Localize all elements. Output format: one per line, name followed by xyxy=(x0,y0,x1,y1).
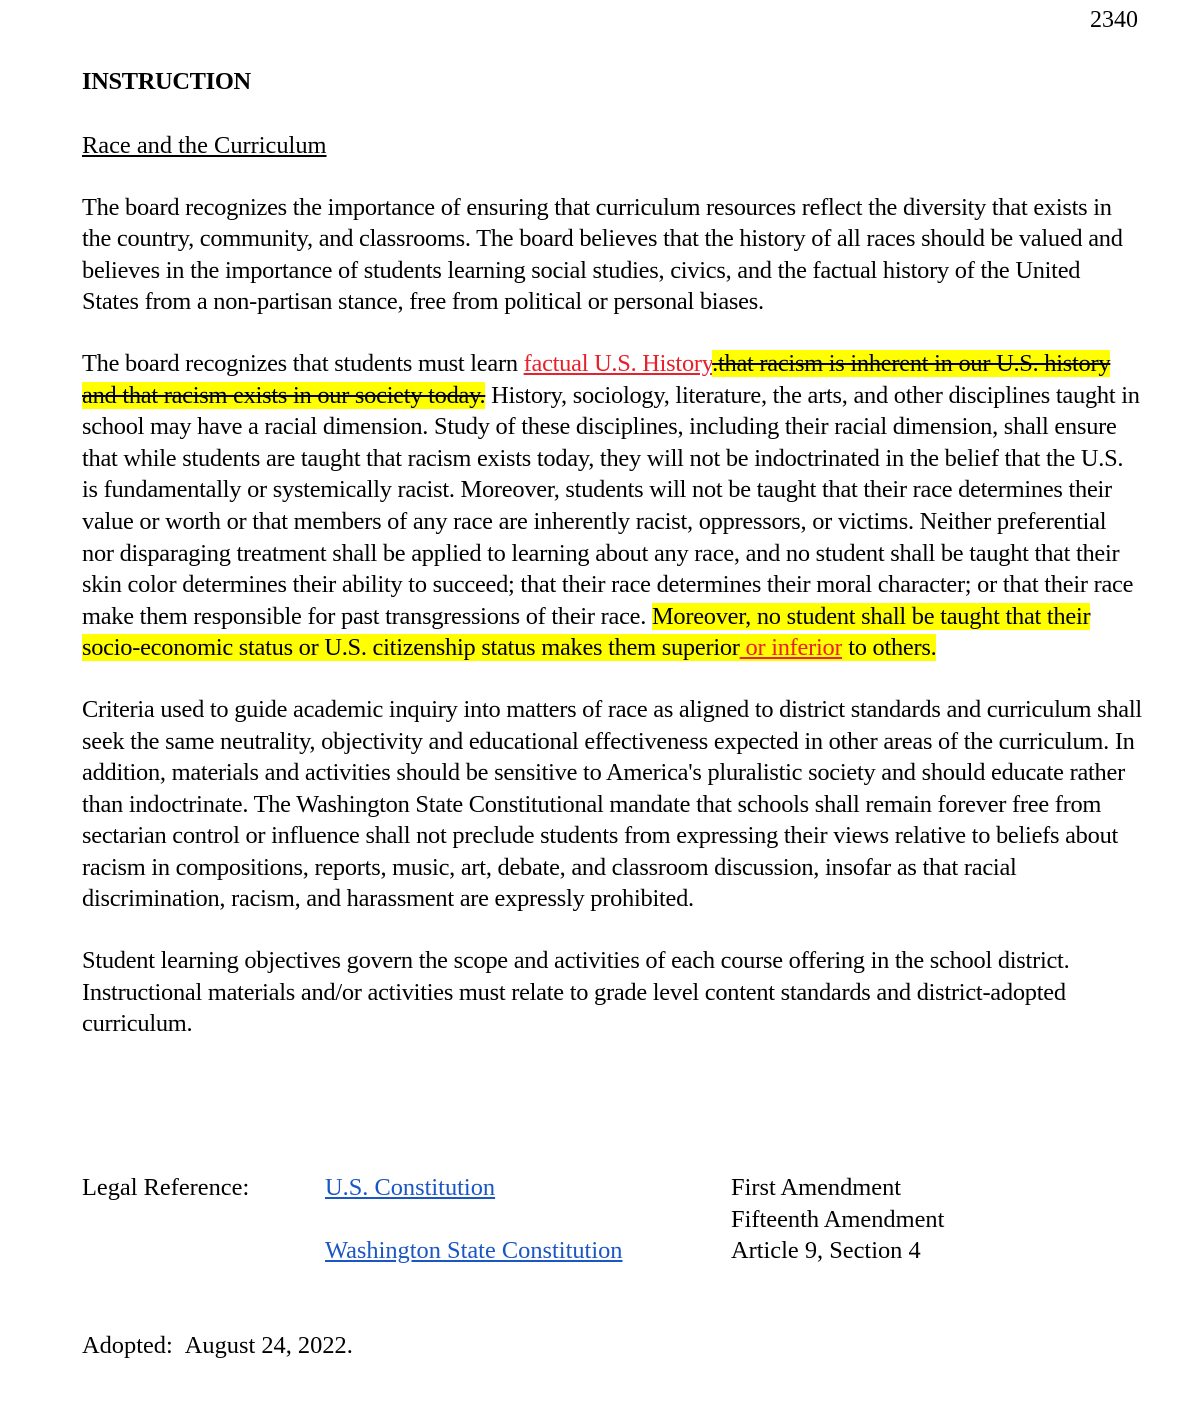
paragraph-intro-text: The board recognizes that students must learn xyxy=(82,349,524,377)
paragraph-learning-objectives: Student learning objectives govern the scope and activities of each course offering in the school district. Instructional materials and/or activities must relate to grade level content standards and district-adopted curriculum. xyxy=(82,947,1070,1038)
section-heading: INSTRUCTION xyxy=(82,68,251,95)
washington-state-constitution-link[interactable]: Washington State Constitution xyxy=(325,1237,623,1264)
legal-row xyxy=(82,1172,1142,1204)
legal-row xyxy=(82,1235,1142,1267)
deleted-text: .that racism is inherent in our U.S. history and that racism exists in our society today. xyxy=(82,349,1111,409)
inserted-text: factual U.S. History xyxy=(523,349,713,377)
adopted-label: Adopted: xyxy=(82,1332,173,1359)
legal-article: Article 9, Section 4 xyxy=(731,1237,921,1264)
paragraph-racial-dimension xyxy=(82,348,1142,664)
adopted-date: August 24, 2022. xyxy=(184,1332,353,1359)
us-constitution-link[interactable]: U.S. Constitution xyxy=(325,1174,496,1201)
legal-article: First Amendment xyxy=(731,1174,902,1201)
highlighted-end-text: to others. xyxy=(842,634,937,662)
paragraph-body-text: History, sociology, literature, the arts, and other disciplines taught in school may have a racial dimension. Study of these disciplines, including their racial dimension, shall ensure that while students are taught that racism exists today, they will not be indoctrinated in the belief that the U.S. is fundamentally or systemically racist. Moreover, students will not be taught that their race determines their value or worth or that members of any race are inherently racist, oppressors, or victims. Neither preferential nor disparaging treatment shall be applied to learning about any race, and no student shall be taught that their skin color determines their ability to succeed; that their race determines their moral character; or that their race make them responsible for past transgressions of their race. xyxy=(82,381,1140,630)
legal-article: Fifteenth Amendment xyxy=(731,1205,945,1233)
page-number: 2340 xyxy=(1090,7,1138,33)
legal-reference-block xyxy=(82,1172,1142,1267)
paragraph-diversity: The board recognizes the importance of ensuring that curriculum resources reflect the diversity that exists in the country, community, and classrooms. The board believes that the history of all races should be valued and believes in the importance of students learning social studies, civics, and the factual history of the United States from a non-partisan stance, free from political or personal biases. xyxy=(82,193,1123,316)
policy-title: Race and the Curriculum xyxy=(82,132,327,159)
policy-body xyxy=(82,66,1142,1040)
adopted-line xyxy=(82,1330,353,1362)
paragraph-criteria: Criteria used to guide academic inquiry into matters of race as aligned to district standards and curriculum shall seek the same neutrality, objectivity and educational effectiveness expected in other areas of the curriculum. In addition, materials and activities should be sensitive to America's pluralistic society and should educate rather than indoctrinate. The Washington State Constitutional mandate that schools shall remain forever free from sectarian control or influence shall not preclude students from expressing their views relative to beliefs about racism in compositions, reports, music, art, debate, and classroom discussion, insofar as that racial discrimination, racism, and harassment are expressly prohibited. xyxy=(82,695,1142,913)
highlighted-text: Moreover, no student shall be taught that their socio-economic status or U.S. citizenship status makes them superior xyxy=(82,602,1091,662)
inserted-text-or-inferior: or inferior xyxy=(739,634,843,662)
legal-reference-label: Legal Reference: xyxy=(82,1174,250,1201)
legal-row xyxy=(82,1204,1142,1236)
